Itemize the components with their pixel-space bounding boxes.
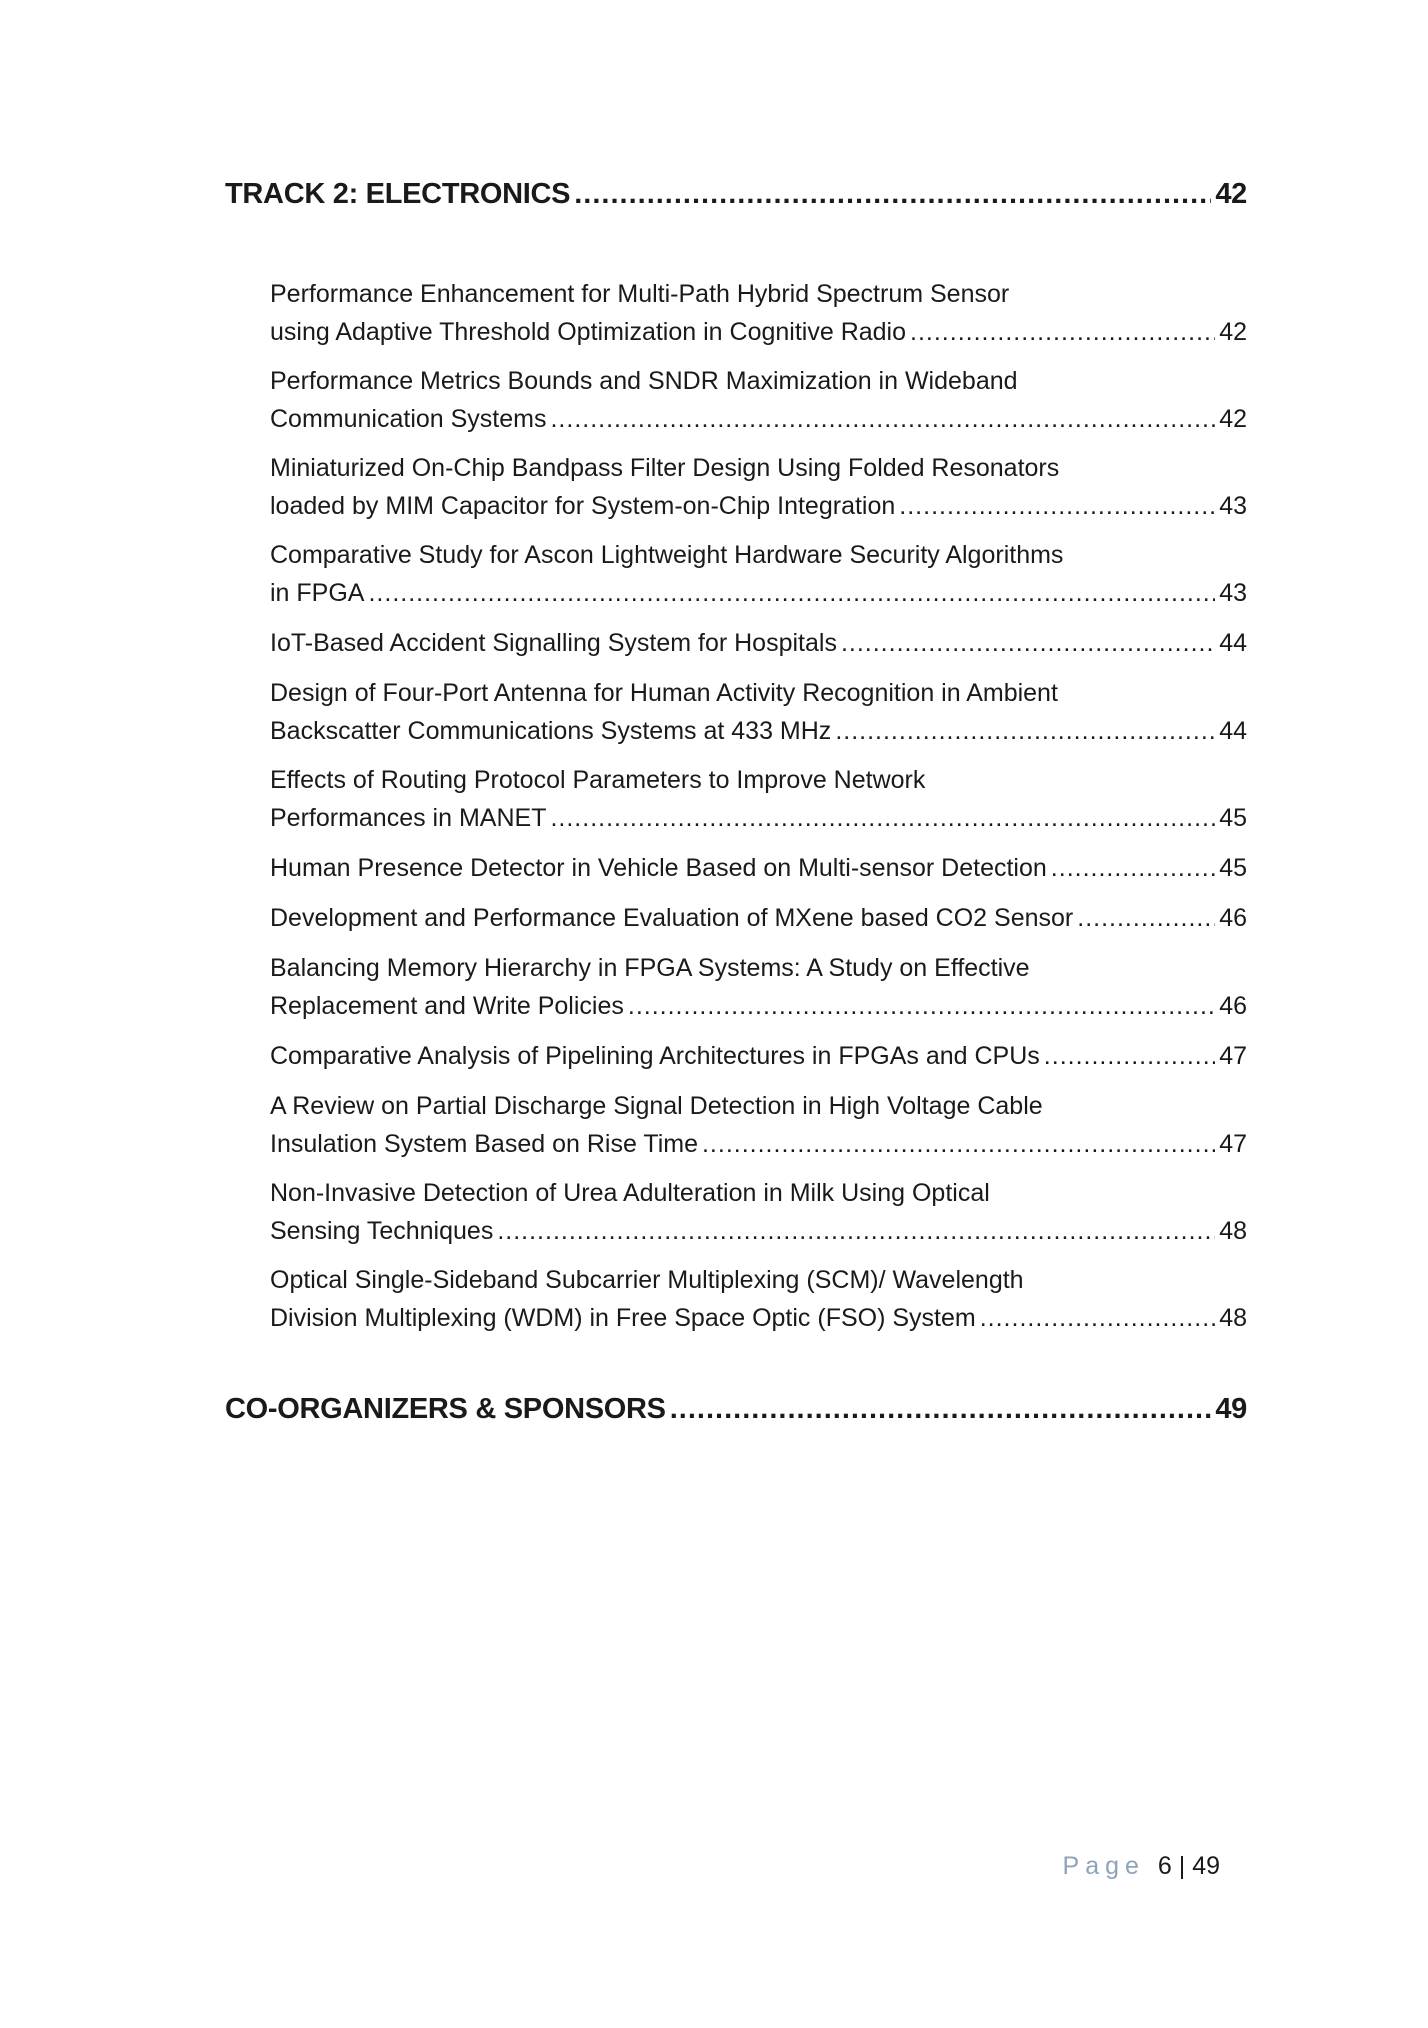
dot-leader (835, 717, 1215, 746)
toc-entry[interactable] (270, 405, 1247, 434)
toc-entry-title: Replacement and Write Policies (270, 992, 624, 1020)
dot-leader (910, 318, 1215, 347)
footer-separator: | (1178, 1852, 1186, 1880)
toc-entry-page: 44 (1219, 629, 1247, 657)
toc-entry-page: 48 (1219, 1217, 1247, 1245)
toc-entry-page: 47 (1219, 1042, 1247, 1070)
toc-entry-title-line: Miniaturized On-Chip Bandpass Filter Design Using Folded Resonators (270, 454, 1060, 482)
dot-leader (628, 992, 1215, 1021)
toc-section-heading[interactable] (225, 178, 1247, 211)
toc-entry-page: 42 (1219, 405, 1247, 433)
toc-entry-title-line: Design of Four-Port Antenna for Human Activity Recognition in Ambient (270, 679, 1058, 707)
toc-entry-page: 46 (1219, 904, 1247, 932)
dot-leader (574, 178, 1211, 211)
toc-entry-title: IoT-Based Accident Signalling System for Hospitals (270, 629, 837, 657)
section-page-number: 42 (1215, 178, 1247, 210)
toc-entry-page: 42 (1219, 318, 1247, 346)
dot-leader (1044, 1042, 1215, 1071)
section-title: TRACK 2: ELECTRONICS (225, 178, 571, 210)
dot-leader (550, 804, 1215, 833)
footer-page-word: Page (1062, 1852, 1145, 1880)
section-page-number: 49 (1215, 1393, 1247, 1425)
toc-entry[interactable] (270, 1304, 1247, 1333)
dot-leader (497, 1217, 1215, 1246)
footer-total-pages: 49 (1192, 1852, 1220, 1880)
dot-leader (670, 1393, 1212, 1426)
toc-entry-title: Performances in MANET (270, 804, 547, 832)
toc-entry-page: 48 (1219, 1304, 1247, 1332)
footer-current-page: 6 (1157, 1852, 1172, 1880)
toc-entry-title: Division Multiplexing (WDM) in Free Space Optic (FSO) System (270, 1304, 976, 1332)
dot-leader (980, 1304, 1215, 1333)
toc-entry[interactable] (270, 1130, 1247, 1159)
dot-leader (1051, 854, 1215, 883)
toc-entry-title: Sensing Techniques (270, 1217, 494, 1245)
toc-entry-page: 45 (1219, 804, 1247, 832)
toc-entry-title: Insulation System Based on Rise Time (270, 1130, 698, 1158)
dot-leader (368, 579, 1215, 608)
dot-leader (899, 492, 1215, 521)
dot-leader (1077, 904, 1215, 933)
toc-entry-title: using Adaptive Threshold Optimization in Cognitive Radio (270, 318, 907, 346)
toc-entry[interactable] (270, 854, 1247, 883)
toc-entry[interactable] (270, 717, 1247, 746)
toc-entry-title-line: Balancing Memory Hierarchy in FPGA Systems: A Study on Effective (270, 954, 1030, 982)
toc-entry-title: Comparative Analysis of Pipelining Architectures in FPGAs and CPUs (270, 1042, 1040, 1070)
toc-entry[interactable] (270, 492, 1247, 521)
toc-entry-page: 47 (1219, 1130, 1247, 1158)
toc-entry[interactable] (270, 992, 1247, 1021)
toc-entry-page: 43 (1219, 579, 1247, 607)
toc-entry-title-line: A Review on Partial Discharge Signal Detection in High Voltage Cable (270, 1092, 1043, 1120)
toc-entry-title: Communication Systems (270, 405, 547, 433)
dot-leader (702, 1130, 1215, 1159)
toc-entry[interactable] (270, 904, 1247, 933)
toc-entry-page: 45 (1219, 854, 1247, 882)
page-footer (1063, 1852, 1220, 1881)
toc-entry-title-line: Performance Metrics Bounds and SNDR Maximization in Wideband (270, 367, 1018, 395)
toc-entry-title: loaded by MIM Capacitor for System-on-Chip Integration (270, 492, 896, 520)
toc-entry-title-line: Optical Single-Sideband Subcarrier Multiplexing (SCM)/ Wavelength (270, 1266, 1024, 1294)
section-title: CO-ORGANIZERS & SPONSORS (225, 1393, 666, 1425)
toc-entry[interactable] (270, 1042, 1247, 1071)
dot-leader (550, 405, 1215, 434)
dot-leader (841, 629, 1215, 658)
toc-entry-page: 44 (1219, 717, 1247, 745)
toc-section-heading[interactable] (225, 1393, 1247, 1426)
toc-entry-title-line: Non-Invasive Detection of Urea Adulteration in Milk Using Optical (270, 1179, 990, 1207)
toc-entry-title: Human Presence Detector in Vehicle Based on Multi-sensor Detection (270, 854, 1047, 882)
toc-entry[interactable] (270, 579, 1247, 608)
toc-entry-title: in FPGA (270, 579, 365, 607)
toc-entry[interactable] (270, 1217, 1247, 1246)
toc-entry-page: 46 (1219, 992, 1247, 1020)
toc-entry[interactable] (270, 804, 1247, 833)
toc-entry[interactable] (270, 629, 1247, 658)
toc-entry-title: Backscatter Communications Systems at 433 MHz (270, 717, 832, 745)
toc-entry[interactable] (270, 318, 1247, 347)
toc-entry-page: 43 (1219, 492, 1247, 520)
toc-entry-title-line: Comparative Study for Ascon Lightweight Hardware Security Algorithms (270, 541, 1064, 569)
toc-entry-title-line: Effects of Routing Protocol Parameters to Improve Network (270, 766, 926, 794)
toc-entry-title-line: Performance Enhancement for Multi-Path Hybrid Spectrum Sensor (270, 280, 1010, 308)
toc-entry-title: Development and Performance Evaluation of MXene based CO2 Sensor (270, 904, 1074, 932)
